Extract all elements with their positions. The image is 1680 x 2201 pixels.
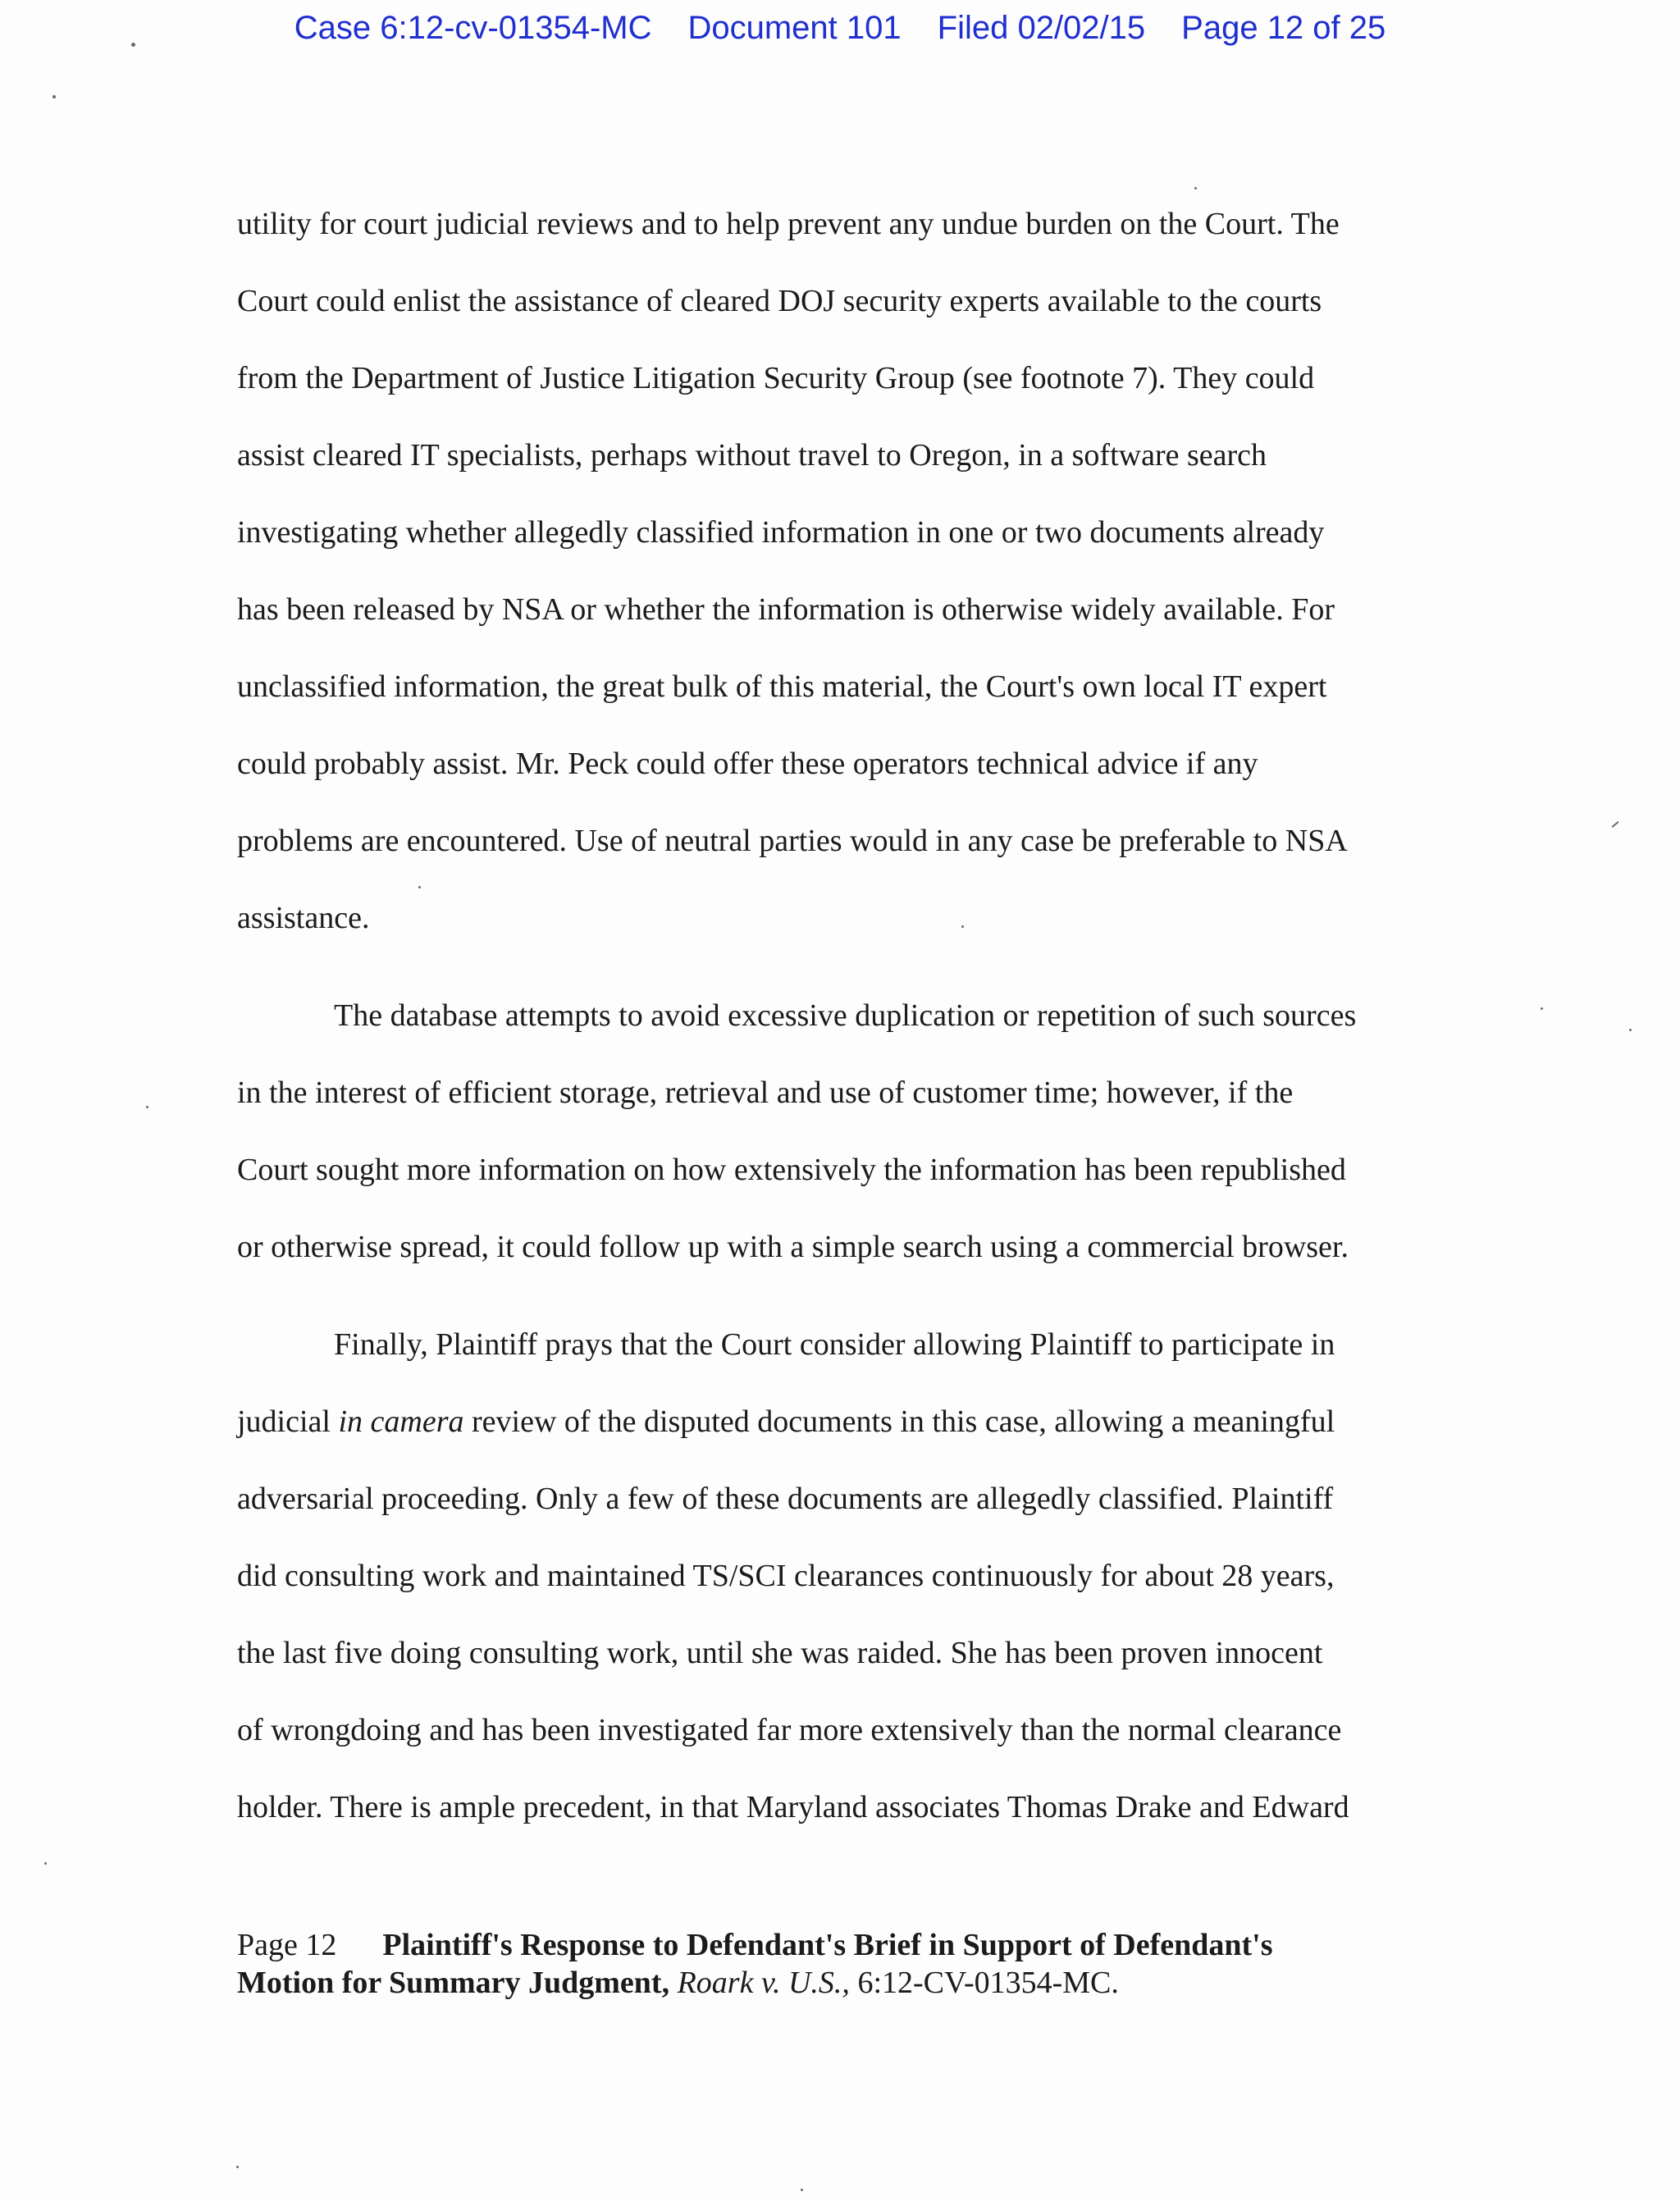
text-line: assist cleared IT specialists, perhaps without travel to Oregon, in a software search <box>237 438 1267 473</box>
text-line: problems are encountered. Use of neutral parties would in any case be preferable to NSA <box>237 824 1348 858</box>
scan-speck <box>1541 1007 1543 1010</box>
text-line: of wrongdoing and has been investigated far more extensively than the normal clearance <box>237 1713 1342 1747</box>
scan-speck <box>1194 187 1197 190</box>
text-line: The database attempts to avoid excessive duplication or repetition of such sources <box>334 998 1357 1033</box>
scan-speck <box>961 925 964 928</box>
italic-term: in camera <box>338 1404 464 1439</box>
text-line: holder. There is ample precedent, in that Maryland associates Thomas Drake and Edward <box>237 1790 1349 1824</box>
text-line: Finally, Plaintiff prays that the Court consider allowing Plaintiff to participate in <box>334 1327 1335 1362</box>
text-line: from the Department of Justice Litigation Security Group (see footnote 7). They could <box>237 361 1315 395</box>
text-line: Court sought more information on how extensively the information has been republished <box>237 1153 1346 1187</box>
scan-speck <box>52 95 56 98</box>
scan-speck <box>1612 821 1619 828</box>
text-line: Court could enlist the assistance of cleared DOJ security experts available to the courts <box>237 284 1322 318</box>
text-line: the last five doing consulting work, until she was raided. She has been proven innocent <box>237 1636 1323 1670</box>
text-line: in the interest of efficient storage, retrieval and use of customer time; however, if the <box>237 1075 1294 1110</box>
text-line: assistance. <box>237 901 370 935</box>
scan-speck <box>418 886 421 888</box>
paragraph-2 <box>237 977 1435 1285</box>
paragraph-1 <box>237 185 1435 957</box>
footer-page-label: Page 12 <box>237 1928 337 1962</box>
footer-title-part-2: Motion for Summary Judgment, <box>237 1966 670 2000</box>
footer-line-1 <box>237 1926 1468 1964</box>
text-line: did consulting work and maintained TS/SCI clearances continuously for about 28 years, <box>237 1559 1335 1593</box>
scan-speck <box>44 1862 47 1865</box>
text-line: has been released by NSA or whether the information is otherwise widely available. For <box>237 592 1335 627</box>
header-case-number: Case 6:12-cv-01354-MC <box>294 10 652 46</box>
text-line: could probably assist. Mr. Peck could offer these operators technical advice if any <box>237 747 1258 781</box>
scan-speck <box>801 2189 803 2191</box>
header-document-number: Document 101 <box>687 10 902 46</box>
header-filed-date: Filed 02/02/15 <box>937 10 1146 46</box>
scan-speck <box>146 1106 148 1108</box>
text-line: utility for court judicial reviews and to help prevent any undue burden on the Court. The <box>237 207 1340 241</box>
text-line: investigating whether allegedly classified information in one or two documents already <box>237 515 1325 550</box>
paragraph-3 <box>237 1306 1435 1846</box>
document-body <box>237 185 1435 1846</box>
page-footer <box>237 1926 1468 2002</box>
footer-title-part-1: Plaintiff's Response to Defendant's Brief in Support of Defendant's <box>382 1928 1273 1962</box>
paragraph-spacer <box>237 957 1435 977</box>
text-run: review of the disputed documents in this case, allowing a meaningful <box>463 1404 1335 1439</box>
footer-case-number: 6:12-CV-01354-MC. <box>857 1966 1119 2000</box>
scan-speck <box>131 43 135 47</box>
text-run: judicial <box>237 1404 339 1439</box>
footer-line-2 <box>237 1964 1468 2002</box>
scan-speck <box>1629 1029 1632 1031</box>
header-page-count: Page 12 of 25 <box>1181 10 1386 46</box>
footer-case-name: Roark v. U.S., <box>677 1966 850 2000</box>
text-line: adversarial proceeding. Only a few of these documents are allegedly classified. Plaintiff <box>237 1482 1334 1516</box>
ecf-filing-header <box>0 10 1680 47</box>
text-line-with-italic <box>237 1383 1435 1460</box>
text-line: or otherwise spread, it could follow up with a simple search using a commercial browser. <box>237 1230 1349 1264</box>
scan-speck <box>236 2166 239 2168</box>
text-line: unclassified information, the great bulk of this material, the Court's own local IT expert <box>237 669 1327 704</box>
paragraph-spacer <box>237 1285 1435 1306</box>
